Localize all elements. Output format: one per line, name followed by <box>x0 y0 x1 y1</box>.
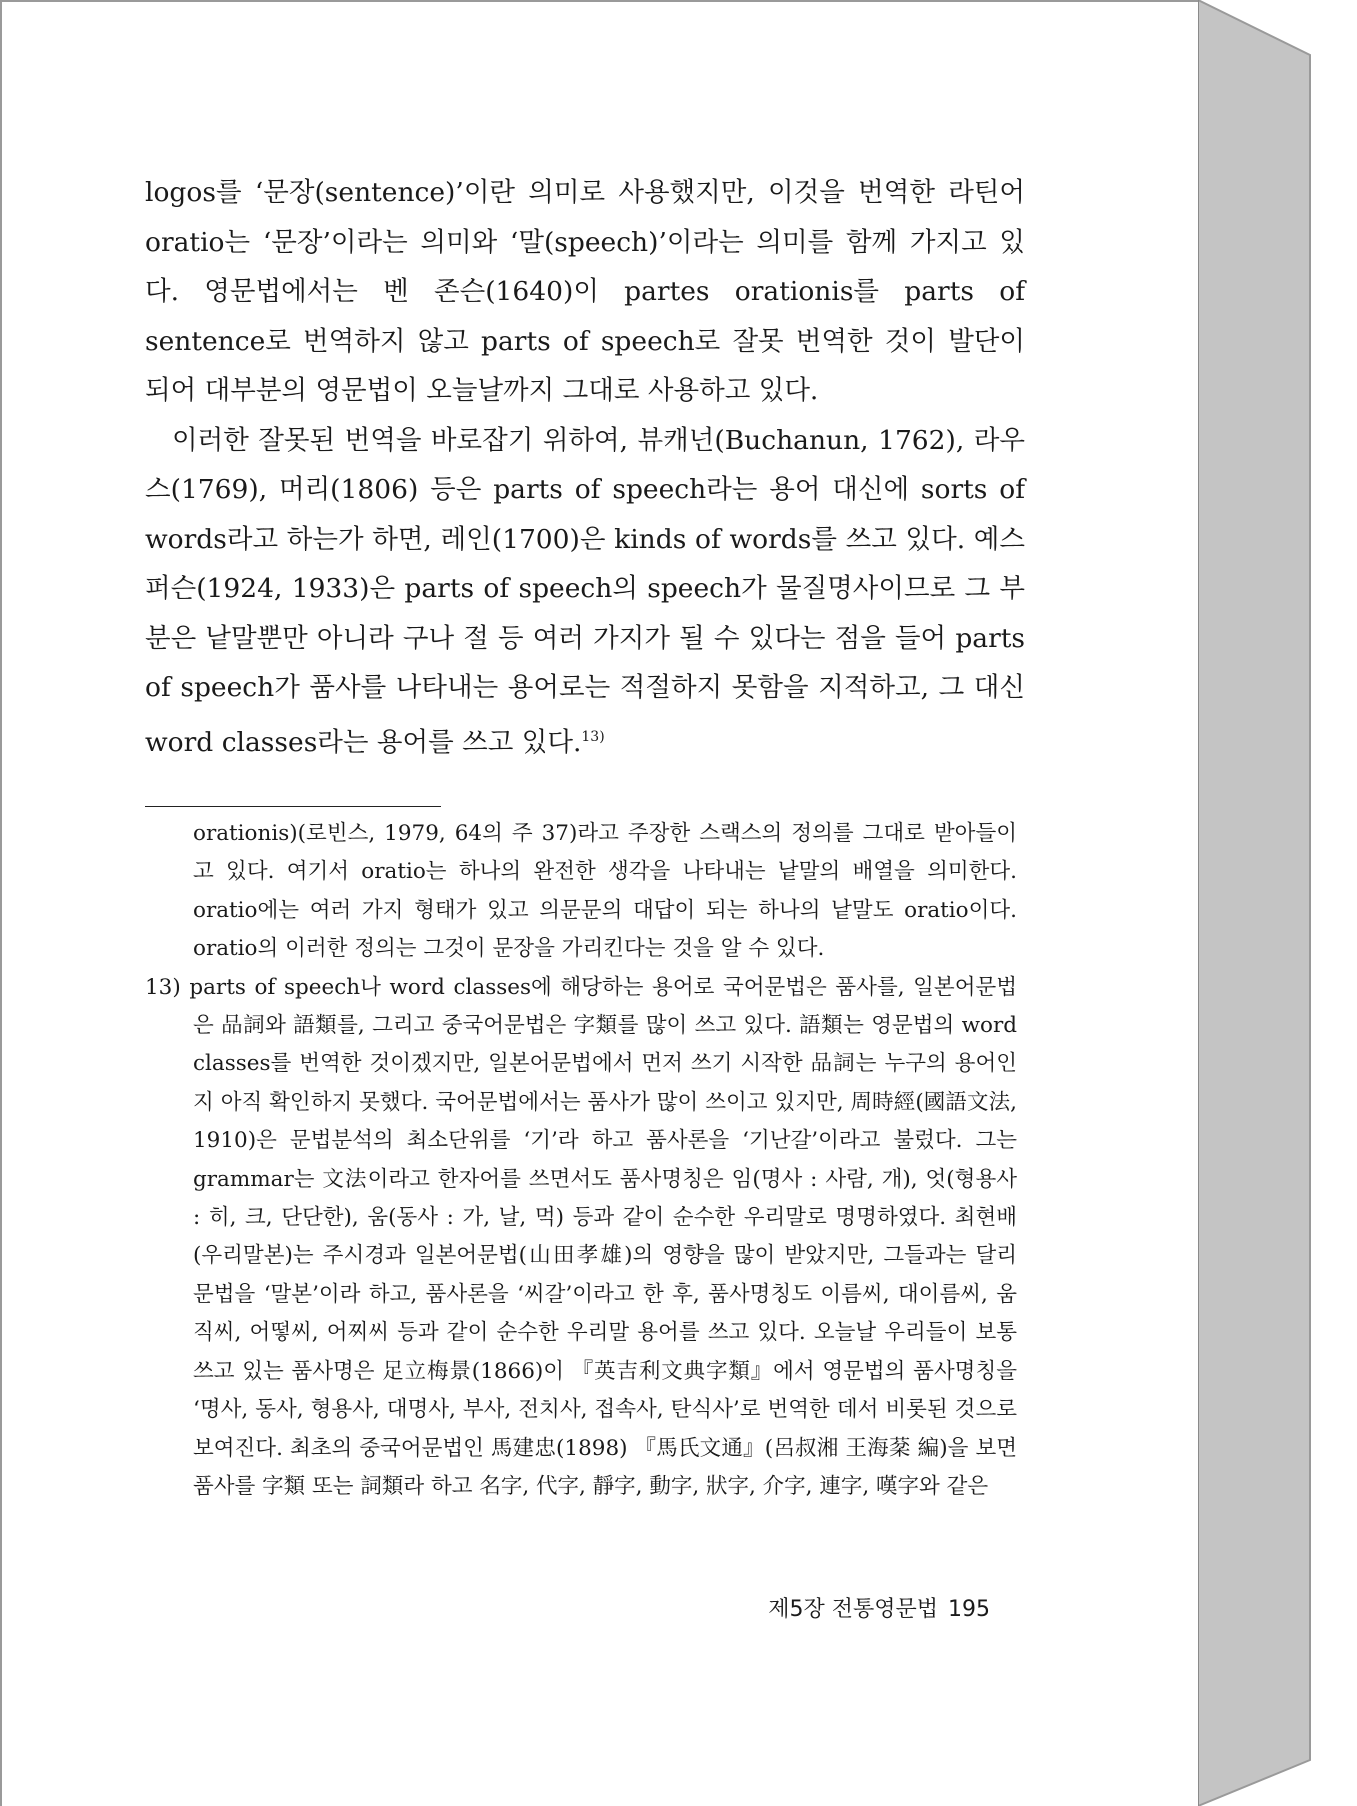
chapter-title: 제5장 전통영문법 <box>768 1597 938 1622</box>
paragraph-1: logos를 ‘문장(sentence)’이란 의미로 사용했지만, 이것을 번역한 라틴어 oratio는 ‘문장’이라는 의미와 ‘말(speech)’이라는 의미를 함께 가지고 있다. 영문법에서는 벤 존슨(1640)이 partes orationis를 parts of sentence로 번역하지 않고 parts of speech로 잘못 번역한 것이 발단이 되어 대부분의 영문법이 오늘날까지 그대로 사용하고 있다. <box>145 177 1025 406</box>
footnote-continued: orationis)(로빈스, 1979, 64의 주 37)라고 주장한 스랙스의 정의를 그대로 받아들이고 있다. 여기서 oratio는 하나의 완전한 생각을 나타내는 낱말의 배열을 의미한다. oratio에는 여러 가지 형태가 있고 의문문의 대답이 되는 하나의 낱말도 oratio이다. oratio의 이러한 정의는 그것이 문장을 가리킨다는 것을 알 수 있다. <box>193 821 1017 962</box>
footnote-separator <box>145 806 441 807</box>
paragraph-2-text: 이러한 잘못된 번역을 바로잡기 위하여, 뷰캐넌(Buchanun, 1762), 라우스(1769), 머리(1806) 등은 parts of speech라는 용어 대신에 sorts of words라고 하는가 하면, 레인(1700)은 kinds of words를 쓰고 있다. 예스퍼슨(1924, 1933)은 parts of speech의 speech가 물질명사이므로 그 부분은 낱말뿐만 아니라 구나 절 등 여러 가지가 될 수 있다는 점을 들어 parts of speech가 품사를 나타내는 용어로는 적절하지 못함을 지적하고, 그 대신 word classes라는 용어를 쓰고 있다. <box>145 424 1025 758</box>
main-text <box>145 168 1025 767</box>
running-footer <box>720 1592 990 1623</box>
footnote-reference: 13) <box>581 728 605 745</box>
footnote-13: 13) parts of speech나 word classes에 해당하는 용어로 국어문법은 품사를, 일본어문법은 品詞와 語類를, 그리고 중국어문법은 字類를 많이 쓰고 있다. 語類는 영문법의 word classes를 번역한 것이겠지만, 일본어문법에서 먼저 쓰기 시작한 品詞는 누구의 용어인지 아직 확인하지 못했다. 국어문법에서는 품사가 많이 쓰이고 있지만, 周時經(國語文法, 1910)은 문법분석의 최소단위를 ‘기’라 하고 품사론을 ‘기난갈’이라고 불렀다. 그는 grammar는 文法이라고 한자어를 쓰면서도 품사명칭은 임(명사 : 사람, 개), 엇(형용사 : 히, 크, 단단한), 움(동사 : 가, 날, 먹) 등과 같이 순수한 우리말로 명명하였다. 최현배(우리말본)는 주시경과 일본어문법(山田孝雄)의 영향을 많이 받았지만, 그들과는 달리 문법을 ‘말본’이라 하고, 품사론을 ‘씨갈’이라고 한 후, 품사명칭도 이름씨, 대이름씨, 움직씨, 어떻씨, 어찌씨 등과 같이 순수한 우리말 용어를 쓰고 있다. 오늘날 우리들이 보통 쓰고 있는 품사명은 足立梅景(1866)이 『英吉利文典字類』에서 영문법의 품사명칭을 ‘명사, 동사, 형용사, 대명사, 부사, 전치사, 접속사, 탄식사’로 번역한 데서 비롯된 것으로 보여진다. 최초의 중국어문법인 馬建忠(1898) 『馬氏文通』(呂叔湘 王海棻 編)을 보면 품사를 字類 또는 詞類라 하고 名字, 代字, 靜字, 動字, 狀字, 介字, 連字, 嘆字와 같은 <box>145 974 1017 1499</box>
paragraph-2 <box>145 416 1025 767</box>
page-number: 195 <box>948 1597 990 1622</box>
footnotes <box>145 815 1017 1506</box>
